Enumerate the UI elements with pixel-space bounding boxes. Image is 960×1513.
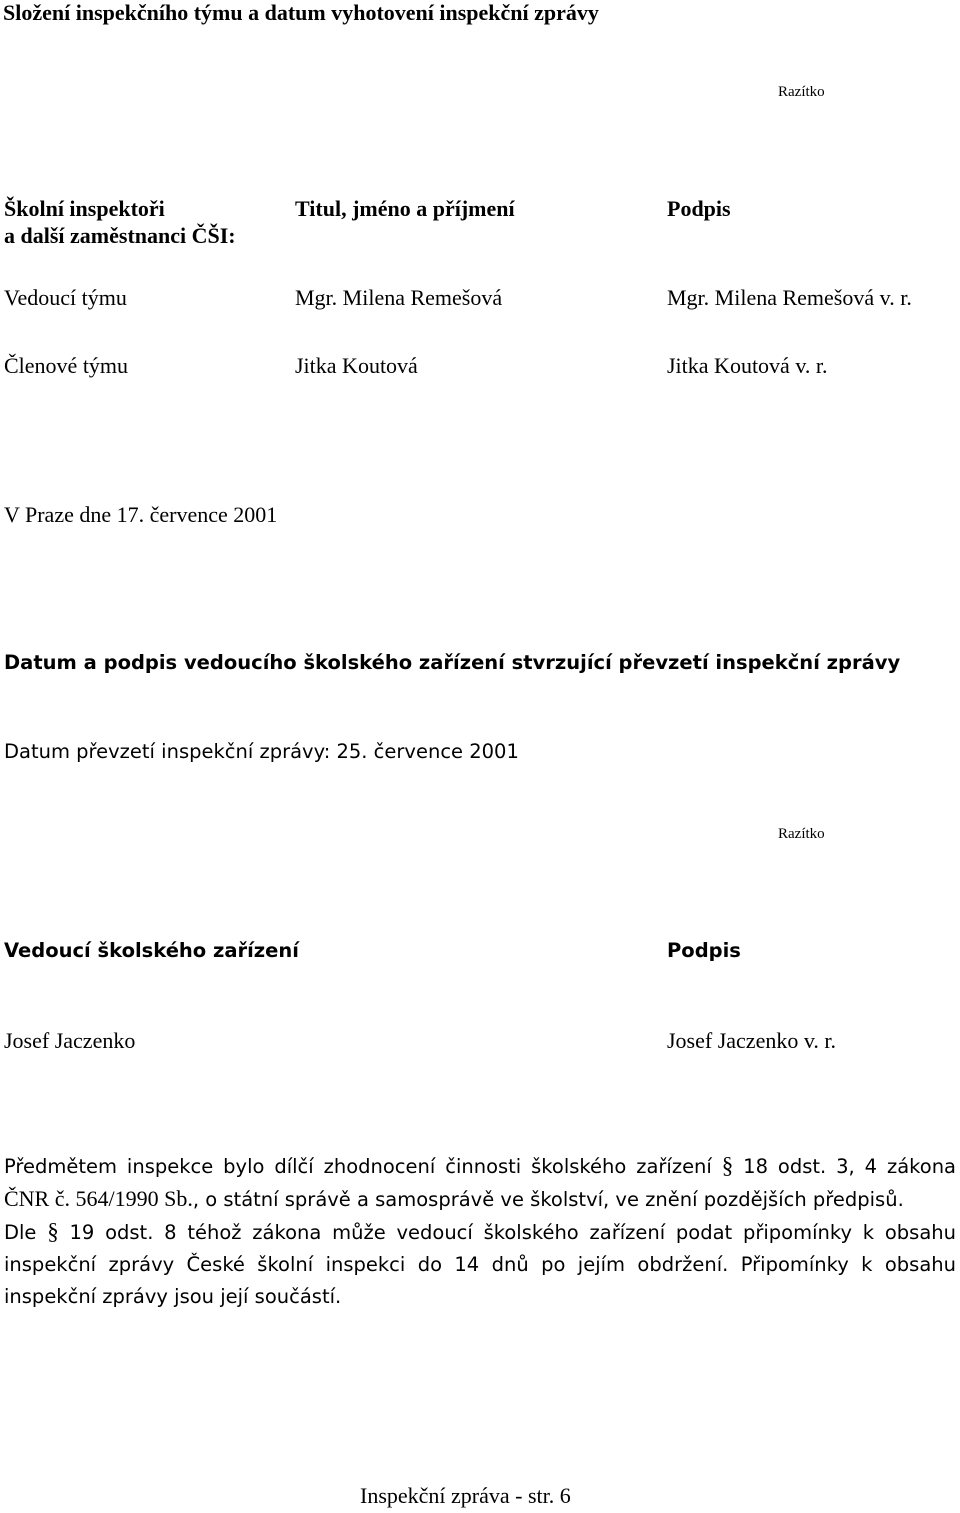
acceptance-heading: Datum a podpis vedoucího školského zařízení stvrzující převzetí inspekční zprávy (4, 651, 901, 674)
head-col1-header: Vedoucí školského zařízení (4, 939, 299, 962)
team-row-name: Jitka Koutová (295, 353, 418, 378)
legal-text-run: 8 téhož zákona může vedoucí školského zařízení podat připomínky k obsahu inspekční zprávy České školní inspekci do 14 dnů po jejím obdržení. Připomínky k obsahu inspekční zprávy jsou její součástí. (4, 1221, 956, 1308)
acceptance-date: Datum převzetí inspekční zprávy: 25. července 2001 (4, 740, 519, 763)
section-sign: § (47, 1219, 59, 1244)
page-heading: Složení inspekčního týmu a datum vyhotovení inspekční zprávy (3, 0, 599, 25)
legal-text-run: ČNR č. 564/1990 Sb. (4, 1186, 193, 1211)
page-footer: Inspekční zpráva - str. 6 (360, 1483, 571, 1508)
team-col2-header: Titul, jméno a příjmení (295, 196, 515, 221)
legal-text-run: Předmětem inspekce bylo dílčí zhodnocení činnosti školského zařízení (4, 1155, 722, 1178)
team-row-name: Mgr. Milena Remešová (295, 285, 503, 310)
team-row-role: Vedoucí týmu (4, 285, 127, 310)
team-row-role: Členové týmu (4, 353, 129, 378)
place-date: V Praze dne 17. července 2001 (4, 502, 278, 527)
team-row-signature: Jitka Koutová v. r. (667, 353, 828, 378)
legal-text (4, 1150, 956, 1313)
team-col1-header-line2: a další zaměstnanci ČŠI: (4, 223, 236, 248)
legal-text-run: 19 odst. (58, 1221, 154, 1244)
stamp-label-bottom: Razítko (778, 826, 825, 842)
team-row-signature: Mgr. Milena Remešová v. r. (667, 285, 912, 310)
legal-text-run: 18 odst. 3, 4 zákona (733, 1155, 957, 1178)
stamp-label-top: Razítko (778, 84, 825, 100)
legal-paragraph-2 (4, 1216, 956, 1313)
legal-paragraph-1 (4, 1150, 956, 1216)
team-col3-header: Podpis (667, 196, 731, 221)
legal-text-run: , o státní správě a samosprávě ve školství, ve znění pozdějších předpisů. (192, 1188, 904, 1211)
section-sign: § (721, 1153, 734, 1178)
head-col2-header: Podpis (667, 939, 741, 962)
legal-text-run: Dle (4, 1221, 48, 1244)
team-col1-header-line1: Školní inspektoři (4, 196, 165, 221)
head-signature: Josef Jaczenko v. r. (667, 1028, 837, 1053)
head-name: Josef Jaczenko (4, 1028, 136, 1053)
